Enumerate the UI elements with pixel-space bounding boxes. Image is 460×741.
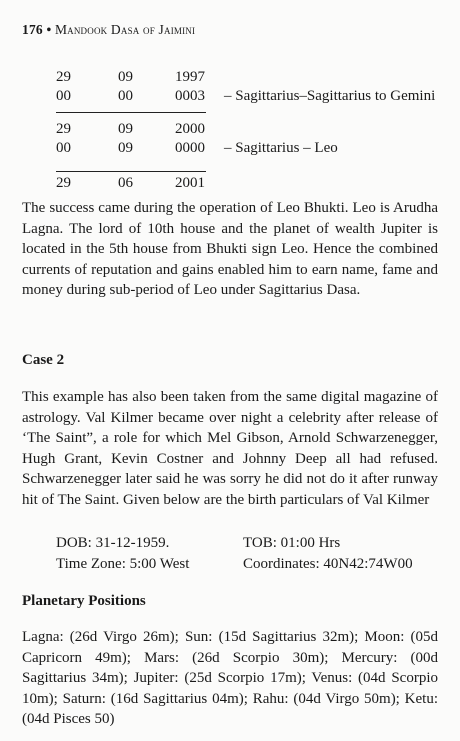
book-title: Mandook Dasa of Jaimini (54, 22, 196, 37)
header-bullet: • (46, 22, 52, 37)
planetary-positions-heading: Planetary Positions (22, 593, 146, 609)
calc-year: 2001 (175, 175, 205, 191)
calc-year: 0003 (175, 88, 205, 104)
sum-rule (56, 171, 206, 172)
calc-row (56, 139, 456, 158)
calc-row (56, 68, 456, 87)
calc-year: 0000 (175, 140, 205, 156)
calc-row (56, 87, 456, 106)
running-header (22, 22, 195, 38)
coordinates-text: Coordinates: 40N42:74W00 (243, 556, 413, 572)
calc-note: – Sagittarius – Leo (224, 140, 338, 156)
calc-month: 06 (118, 175, 133, 191)
calc-month: 09 (118, 69, 133, 85)
calc-day: 29 (56, 69, 71, 85)
paragraph-case-2: This example has also been taken from the same digital magazine of astrology. Val Kilmer became over night a celebrity after release of ‘The Saint”, a role for which Mel Gibson, Arnold Schwarzenegger, Hugh Grant, Kevin Costner and Johnny Deep all had refused. Schwarzenegger later said he was sorry he did not do it after runway hit of The Saint. Given below are the birth particulars of Val Kilmer (22, 389, 438, 508)
page-number: 176 (22, 22, 43, 37)
calc-day: 29 (56, 121, 71, 137)
calc-year: 2000 (175, 121, 205, 137)
calc-row (56, 120, 456, 139)
calc-day: 29 (56, 175, 71, 191)
paragraph-leo-bhukti: The success came during the operation of Leo Bhukti. Leo is Arudha Lagna. The lord of 10th house and the planet of wealth Jupiter is located in the 5th house from Bhukti sign Leo. Hence the combined currents of reputation and gains enabled him to earn name, fame and money during sub-period of Leo under Sagittarius Dasa. (22, 200, 438, 298)
case-heading: Case 2 (22, 352, 65, 368)
calc-year: 1997 (175, 69, 205, 85)
paragraph-planetary-positions: Lagna: (26d Virgo 26m); Sun: (15d Sagittarius 32m); Moon: (05d Capricorn 49m); Mars: (26d Scorpio 30m); Mercury: (00d Sagittarius 34m); Jupiter: (25d Scorpio 17m); Venus: (04d Scorpio 10m); Saturn: (16d Sagittarius 04m); Rahu: (04d Virgo 50m); Ketu: (04d Pisces 50) (22, 629, 438, 727)
sum-rule (56, 112, 206, 113)
calc-note: – Sagittarius–Sagittarius to Gemini (224, 88, 436, 104)
calc-month: 09 (118, 121, 133, 137)
time-zone-text: Time Zone: 5:00 West (56, 556, 190, 572)
calc-day: 00 (56, 140, 71, 156)
calc-month: 00 (118, 88, 133, 104)
calc-day: 00 (56, 88, 71, 104)
dob-text: DOB: 31-12-1959. (56, 535, 170, 551)
tob-text: TOB: 01:00 Hrs (243, 535, 341, 551)
calc-row (56, 174, 456, 193)
calc-month: 09 (118, 140, 133, 156)
dasa-calculation-table (56, 68, 456, 193)
